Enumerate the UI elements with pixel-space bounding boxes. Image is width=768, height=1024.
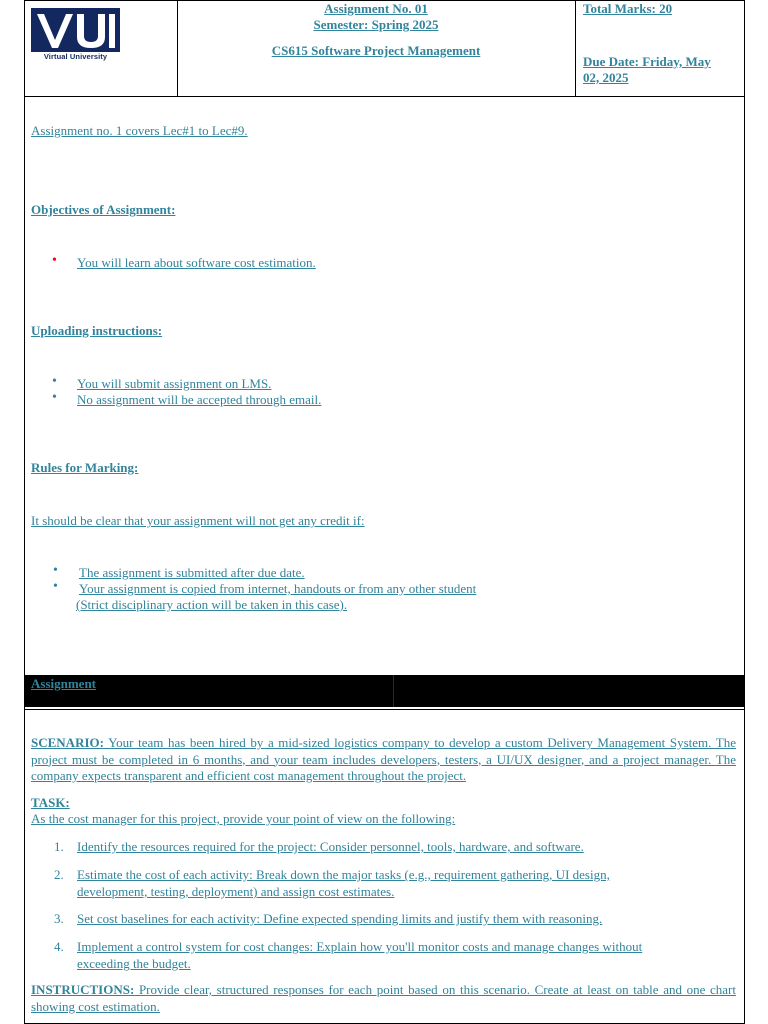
- task-lead: As the cost manager for this project, provide your point of view on the following:: [31, 811, 456, 826]
- item-number: 4.: [54, 939, 64, 954]
- due-date-line2: 02, 2025: [583, 70, 629, 85]
- task-item-cont: development, testing, deployment) and assign cost estimates.: [77, 884, 395, 899]
- instructions-paragraph: INSTRUCTIONS: Provide clear, structured responses for each point based on this scenario. Create at least on table and one chart showing cost estimation.: [31, 982, 736, 1014]
- assignment-band: [25, 675, 744, 707]
- task-item-cont: exceeding the budget.: [77, 956, 191, 971]
- list-item: The assignment is submitted after due date.: [79, 565, 305, 580]
- rules-heading: Rules for Marking:: [31, 460, 139, 475]
- list-item: You will submit assignment on LMS.: [77, 376, 272, 391]
- task-item: Implement a control system for cost changes: Explain how you'll monitor costs and manage changes without: [77, 939, 643, 954]
- task-item: Estimate the cost of each activity: Break down the major tasks (e.g., requirement gathering, UI design,: [77, 867, 610, 882]
- bullet-icon: •: [53, 579, 58, 594]
- assignment-label: Assignment: [31, 676, 97, 691]
- scenario-paragraph: SCENARIO: Your team has been hired by a mid-sized logistics company to develop a custom Delivery Management System. The project must be completed in 6 months, and your team includes developers, testers, a UI/UX designer, and a project manager. The company expects transparent and efficient cost management throughout the project.: [31, 735, 736, 783]
- task-item: Set cost baselines for each activity: Define expected spending limits and justify them with reasoning.: [77, 911, 603, 926]
- item-number: 1.: [54, 839, 64, 854]
- band-divider: [393, 675, 394, 707]
- vu-logo-mark: [31, 8, 120, 52]
- bullet-icon: •: [53, 563, 58, 578]
- logo-caption: Virtual University: [43, 52, 108, 61]
- intro-text: Assignment no. 1 covers Lec#1 to Lec#9.: [31, 123, 248, 138]
- list-item: No assignment will be accepted through email.: [77, 392, 322, 407]
- list-item: You will learn about software cost estimation.: [77, 255, 316, 270]
- bullet-icon: •: [52, 390, 57, 405]
- total-marks: Total Marks: 20: [583, 1, 673, 16]
- task-item: Identify the resources required for the project: Consider personnel, tools, hardware, and software.: [77, 839, 584, 854]
- bullet-icon: •: [52, 374, 57, 389]
- uploading-heading: Uploading instructions:: [31, 323, 163, 338]
- task-heading: TASK:: [31, 795, 70, 810]
- course-title: CS615 Software Project Management: [271, 43, 481, 58]
- due-date-line1: Due Date: Friday, May: [583, 54, 711, 69]
- assignment-number: Assignment No. 01: [324, 1, 428, 16]
- rules-lead: It should be clear that your assignment will not get any credit if:: [31, 513, 365, 528]
- item-number: 3.: [54, 911, 64, 926]
- bullet-icon: •: [52, 253, 57, 268]
- band-underline: [25, 709, 744, 710]
- header-divider: [575, 0, 576, 97]
- objectives-heading: Objectives of Assignment:: [31, 202, 176, 217]
- semester: Semester: Spring 2025: [313, 17, 439, 32]
- list-item: Your assignment is copied from internet, handouts or from any other student: [79, 581, 477, 596]
- item-number: 2.: [54, 867, 64, 882]
- rules-note: (Strict disciplinary action will be taken in this case).: [76, 597, 348, 612]
- vu-logo: [31, 8, 120, 52]
